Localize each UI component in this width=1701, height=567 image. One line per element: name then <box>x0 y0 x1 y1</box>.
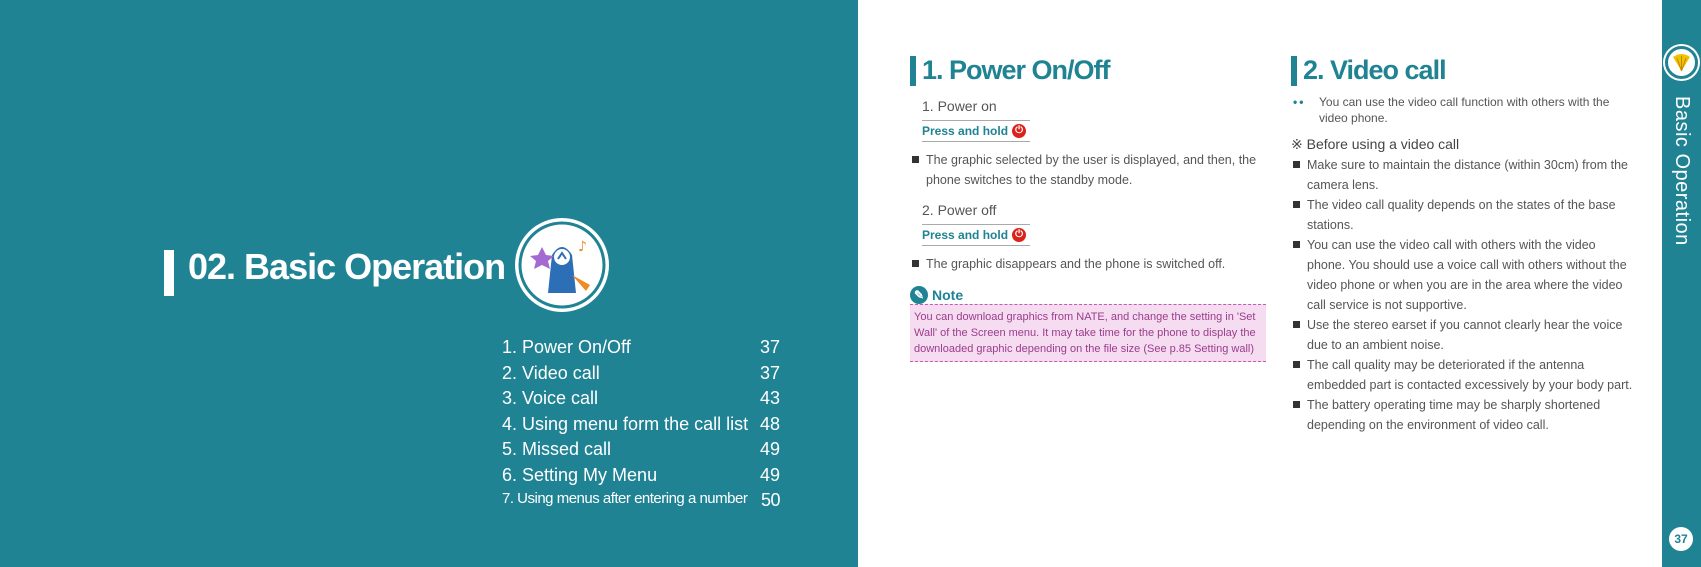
toc-item-label: 2. Video call <box>502 362 600 383</box>
toc-item[interactable] <box>502 363 780 389</box>
video-call-bullet: The video call quality depends on the states of the base stations. <box>1291 195 1636 235</box>
power-key-icon: ⏻ <box>1012 124 1026 138</box>
toc-item[interactable] <box>502 465 780 491</box>
video-call-intro <box>1291 94 1636 126</box>
toc-item-label: 7. Using menus after entering a number <box>502 490 748 507</box>
section-video-call <box>1291 55 1636 435</box>
fan-icon <box>1668 49 1695 76</box>
video-call-intro-text: You can use the video call function with others with the video phone. <box>1319 95 1610 125</box>
press-hold-box <box>922 120 1030 142</box>
toc-item-label: 6. Setting My Menu <box>502 464 658 485</box>
power-on-bullet: The graphic selected by the user is displayed, and then, the phone switches to the standby mode. <box>910 150 1270 190</box>
toc-item-page: 43 <box>759 388 780 408</box>
note-text: You can download graphics from NATE, and change the setting in 'Set Wall' of the Screen menu. It may take time for the phone to display the downloaded graphic depending on the file size (See p.85 Setting wall) <box>910 304 1266 362</box>
svg-text:♪: ♪ <box>578 239 587 255</box>
mascot-icon <box>512 215 612 315</box>
toc-item-page: 49 <box>759 464 780 485</box>
video-call-bullet: The battery operating time may be sharply shortened depending on the environment of video call. <box>1291 395 1636 435</box>
toc-item[interactable] <box>502 439 780 465</box>
power-off-bullet: The graphic disappears and the phone is switched off. <box>910 254 1270 274</box>
toc-item-page: 50 <box>760 490 780 510</box>
toc-item[interactable] <box>502 337 780 363</box>
bullet-dots-icon: •• <box>1293 95 1306 109</box>
note-label: Note <box>932 287 964 303</box>
toc-item-page: 49 <box>759 439 780 459</box>
toc-item-page: 37 <box>759 337 780 357</box>
section-heading <box>910 55 1270 86</box>
video-call-bullet: The call quality may be deteriorated if the antenna embedded part is contacted excessively by your body part. <box>1291 355 1636 395</box>
section-heading-bar <box>1291 56 1297 86</box>
note-header <box>910 286 1270 304</box>
section-heading <box>1291 55 1636 86</box>
toc-item-label: 1. Power On/Off <box>502 337 631 357</box>
video-call-bullet: Use the stereo earset if you cannot clearly hear the voice due to an ambient noise. <box>1291 315 1636 355</box>
page-number: 37 <box>1669 527 1693 551</box>
toc-item[interactable] <box>502 414 780 440</box>
chapter-title-bar <box>164 250 174 296</box>
side-tab-label: Basic Operation <box>1671 96 1693 246</box>
section-heading-bar <box>910 56 916 86</box>
content-page <box>858 0 1701 567</box>
note-icon: ✎ <box>910 286 928 304</box>
video-call-bullet: Make sure to maintain the distance (within 30cm) from the camera lens. <box>1291 155 1636 195</box>
press-hold-label: Press and hold <box>922 124 1009 138</box>
toc-item-label: 5. Missed call <box>502 439 612 459</box>
toc-item-label: 3. Voice call <box>502 388 599 408</box>
chapter-title: 02. Basic Operation <box>188 246 506 287</box>
power-key-icon: ⏻ <box>1012 228 1026 242</box>
toc-item-page: 48 <box>759 413 780 434</box>
video-call-bullet: You can use the video call with others with the video phone. You should use a voice call with others without the video phone or when you are in the area where the video call service is not supportive. <box>1291 235 1636 315</box>
before-video-call-heading: ※ Before using a video call <box>1291 136 1460 152</box>
toc-item[interactable] <box>502 490 780 516</box>
toc-item-label: 4. Using menu form the call list <box>502 413 749 434</box>
chapter-emblem-icon <box>1665 46 1698 79</box>
section-title: 2. Video call <box>1303 55 1446 85</box>
power-on-heading: 1. Power on <box>922 98 997 114</box>
section-power-on-off <box>910 55 1270 362</box>
toc-item-page: 37 <box>759 362 780 383</box>
press-hold-box <box>922 224 1030 246</box>
press-hold-label: Press and hold <box>922 228 1009 242</box>
chapter-side-tab <box>1662 0 1701 567</box>
table-of-contents <box>502 337 780 516</box>
section-title: 1. Power On/Off <box>922 55 1110 85</box>
note-block <box>910 286 1270 362</box>
toc-item[interactable] <box>502 388 780 414</box>
power-off-heading: 2. Power off <box>922 202 997 218</box>
